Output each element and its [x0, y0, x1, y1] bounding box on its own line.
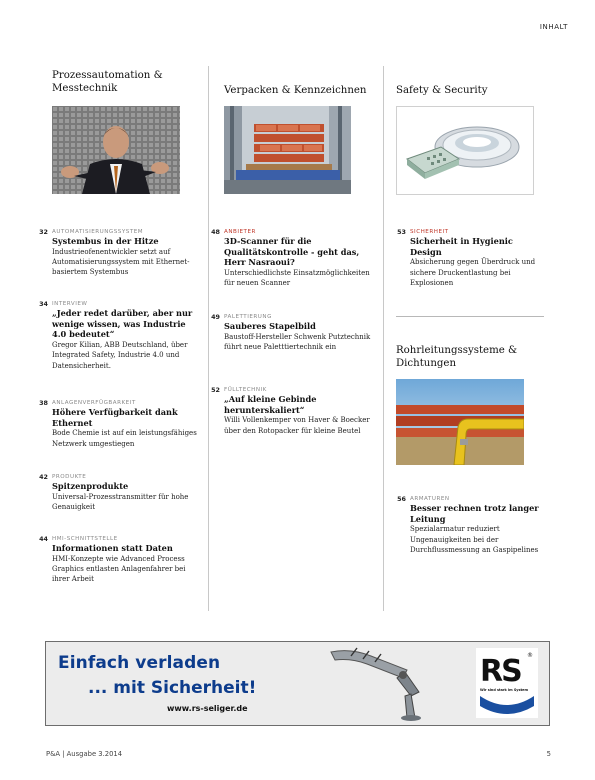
- rs-logo: [476, 648, 538, 718]
- logo-tagline: Wir sind stark im System: [480, 688, 528, 692]
- column-title: Rohrleitungssysteme & Dichtungen: [396, 345, 518, 369]
- column-title: Verpacken & Kennzeichnen: [224, 85, 367, 96]
- column-title: Safety & Security: [396, 85, 488, 96]
- page-number: 42: [39, 473, 48, 481]
- footer-page-number: 5: [546, 750, 551, 758]
- article-teaser: Bode Chemie ist auf ein leistungsfähiges Netzwerk umgestiegen: [52, 429, 197, 448]
- article-56[interactable]: [397, 495, 546, 555]
- page-number: 38: [39, 399, 48, 407]
- article-teaser: Spezialarmatur reduziert Ungenauigkeiten bei der Durchflussmessung an Gaspipelines: [410, 525, 539, 554]
- article-32[interactable]: [39, 228, 202, 278]
- portrait-photo: [52, 106, 180, 194]
- advertisement-banner[interactable]: [45, 641, 550, 726]
- column-divider: [208, 66, 209, 611]
- article-teaser: Universal-Prozesstransmitter für hohe Genauigkeit: [52, 492, 189, 511]
- article-kicker: INTERVIEW: [52, 301, 88, 307]
- article-49[interactable]: [211, 313, 372, 352]
- page-number: 34: [39, 300, 48, 308]
- article-kicker: AUTOMATISIERUNGSSYSTEM: [52, 229, 144, 235]
- article-headline: Besser rechnen trotz langer Leitung: [410, 503, 539, 524]
- column-title: Prozessautomation & Messtechnik: [52, 70, 163, 94]
- article-headline: Informationen statt Daten: [52, 543, 173, 553]
- pipeline-photo: [396, 379, 524, 465]
- article-42[interactable]: [39, 473, 202, 512]
- section-divider: [396, 316, 544, 317]
- article-teaser: Industrieofenentwickler setzt auf Automatisierungssystem mit Ethernet-basiertem Systembus: [52, 247, 190, 277]
- article-34[interactable]: [39, 300, 202, 371]
- page-number: 52: [211, 386, 220, 394]
- article-headline: Sicherheit in Hygienic Design: [410, 236, 513, 257]
- ad-headline: Einfach verladen: [58, 653, 221, 673]
- footer-issue: P&A | Ausgabe 3.2014: [46, 750, 123, 758]
- article-headline: Sauberes Stapelbild: [224, 321, 316, 331]
- page-number: 56: [397, 495, 406, 503]
- article-headline: Höhere Verfügbarkeit dank Ethernet: [52, 407, 178, 428]
- article-teaser: Gregor Kilian, ABB Deutschland, über Integrated Safety, Industrie 4.0 und Datensicherheit.: [52, 340, 188, 370]
- article-headline: „Auf kleine Gebinde herunterskaliert“: [224, 394, 317, 415]
- article-kicker: ANLAGENVERFÜGBARKEIT: [52, 400, 136, 406]
- registered-mark: ®: [527, 652, 533, 659]
- article-kicker: ARMATUREN: [410, 496, 450, 502]
- page-number: 53: [397, 228, 406, 236]
- article-kicker: HMI-SCHNITTSTELLE: [52, 536, 118, 542]
- article-kicker: PALETTIERUNG: [224, 314, 272, 320]
- article-headline: „Jeder redet darüber, aber nur wenige wissen, was Industrie 4.0 bedeutet“: [52, 308, 193, 340]
- article-kicker: SICHERHEIT: [410, 229, 449, 235]
- article-48[interactable]: [211, 228, 372, 289]
- article-53[interactable]: [397, 228, 546, 288]
- logo-letters: RS: [480, 654, 521, 689]
- pallet-photo: [224, 106, 351, 194]
- page-number: 48: [211, 228, 220, 236]
- article-kicker: ANBIETER: [224, 229, 256, 235]
- ad-url-link[interactable]: www.rs-seliger.de: [167, 704, 248, 713]
- article-teaser: HMI-Konzepte wie Advanced Process Graphics entlasten Anlagenfahrer bei ihrer Arbeit: [52, 554, 186, 584]
- article-headline: Systembus in der Hitze: [52, 236, 159, 246]
- article-44[interactable]: [39, 535, 202, 585]
- article-38[interactable]: [39, 399, 202, 449]
- article-headline: 3D-Scanner für die Qualitätskontrolle - geht das, Herr Nasraoui?: [224, 236, 360, 268]
- article-headline: Spitzenprodukte: [52, 481, 129, 491]
- ad-subheadline: ... mit Sicherheit!: [88, 678, 257, 698]
- article-52[interactable]: [211, 386, 372, 436]
- page-number: 44: [39, 535, 48, 543]
- article-kicker: FÜLLTECHNIK: [224, 387, 267, 393]
- article-teaser: Baustoff-Hersteller Schwenk Putztechnik führt neue Paletttiertechnik ein: [224, 332, 371, 351]
- article-teaser: Unterschiedlichste Einsatzmöglichkeiten für neuen Scanner: [224, 268, 370, 288]
- device-photo: [396, 106, 534, 195]
- column-divider: [383, 66, 384, 611]
- article-teaser: Absicherung gegen Überdruck und sichere Druckentlastung bei Explosionen: [410, 258, 536, 287]
- page-number: 49: [211, 313, 220, 321]
- article-kicker: PRODUKTE: [52, 474, 87, 480]
- loading-arm-illustration: [311, 646, 451, 722]
- section-label: INHALT: [539, 23, 568, 31]
- article-teaser: Willi Vollenkemper von Haver & Boecker über den Rotopacker für kleine Beutel: [224, 416, 370, 435]
- page-number: 32: [39, 228, 48, 236]
